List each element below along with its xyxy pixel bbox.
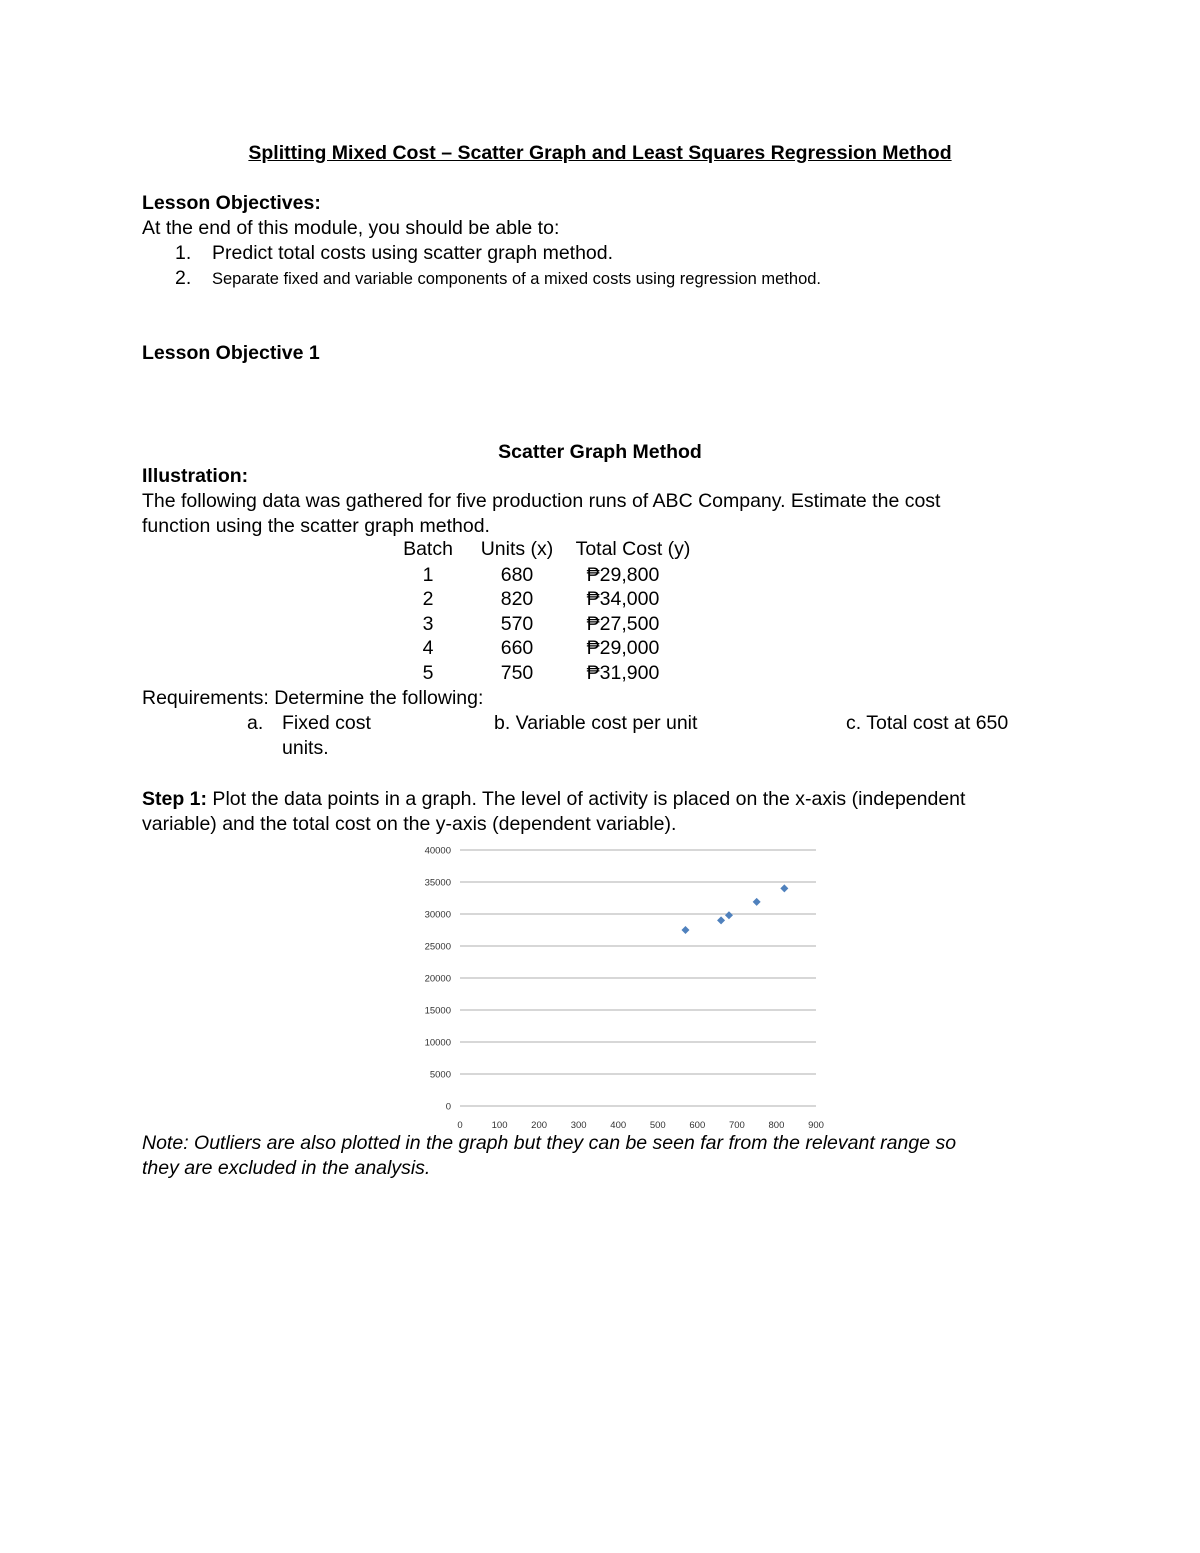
y-tick-label: 0 <box>445 1101 451 1113</box>
table-cell: 5 <box>422 662 434 684</box>
table-cell: 750 <box>500 662 534 684</box>
illustration-heading: Illustration: <box>142 465 249 487</box>
table-cell: ₱29,800 <box>586 564 660 586</box>
x-tick-label: 500 <box>649 1120 666 1131</box>
step1-text: variable) and the total cost on the y-axis (dependent variable). <box>142 813 677 835</box>
objective-number: 2. <box>175 267 192 289</box>
requirement-a: Fixed cost <box>282 712 371 734</box>
x-tick-label: 800 <box>768 1120 785 1131</box>
data-point <box>717 916 725 924</box>
data-point <box>753 898 761 906</box>
data-point <box>725 911 733 919</box>
objective1-heading: Lesson Objective 1 <box>142 342 320 364</box>
table-header: Total Cost (y) <box>575 538 691 560</box>
table-cell: 3 <box>422 613 434 635</box>
table-cell: 4 <box>422 637 434 659</box>
requirement-b: b. Variable cost per unit <box>494 712 698 734</box>
objective-item: Separate fixed and variable components of a mixed costs using regression method. <box>212 270 822 288</box>
table-cell: ₱34,000 <box>586 588 660 610</box>
table-cell: 680 <box>500 564 534 586</box>
x-tick-label: 100 <box>491 1120 508 1131</box>
x-tick-label: 400 <box>610 1120 627 1131</box>
objective-number: 1. <box>175 242 192 264</box>
x-tick-label: 700 <box>728 1120 745 1131</box>
step1-text: Plot the data points in a graph. The level of activity is placed on the x-axis (independent <box>207 788 966 810</box>
table-cell: 570 <box>500 613 534 635</box>
objectives-intro: At the end of this module, you should be able to: <box>142 217 560 239</box>
y-tick-label: 25000 <box>424 941 451 953</box>
requirement-c: c. Total cost at 650 <box>846 712 1009 734</box>
requirement-c-continued: units. <box>282 737 329 759</box>
objectives-heading: Lesson Objectives: <box>142 192 321 214</box>
requirements-line: Requirements: Determine the following: <box>142 687 484 709</box>
section-title: Scatter Graph Method <box>498 441 702 463</box>
table-cell: 2 <box>422 588 434 610</box>
table-header: Batch <box>403 538 453 560</box>
illustration-text: The following data was gathered for five production runs of ABC Company. Estimate the cost <box>142 490 941 512</box>
table-cell: ₱31,900 <box>586 662 660 684</box>
table-cell: 820 <box>500 588 534 610</box>
y-tick-label: 15000 <box>424 1005 451 1017</box>
scatter-chart <box>410 840 840 1135</box>
step1-label: Step 1: <box>142 788 208 810</box>
objective-item: Predict total costs using scatter graph method. <box>212 242 614 264</box>
document-title: Splitting Mixed Cost – Scatter Graph and Least Squares Regression Method <box>248 142 952 164</box>
note-text: they are excluded in the analysis. <box>142 1157 431 1179</box>
illustration-text: function using the scatter graph method. <box>142 515 490 537</box>
y-tick-label: 10000 <box>424 1037 451 1049</box>
y-tick-label: 5000 <box>429 1069 451 1081</box>
table-header: Units (x) <box>480 538 554 560</box>
table-cell: ₱29,000 <box>586 637 660 659</box>
step1-line <box>142 790 965 810</box>
table-cell: 660 <box>500 637 534 659</box>
x-tick-label: 0 <box>457 1120 463 1131</box>
x-tick-label: 200 <box>531 1120 548 1131</box>
x-tick-label: 600 <box>689 1120 706 1131</box>
x-tick-label: 900 <box>808 1120 824 1131</box>
data-point <box>780 884 788 892</box>
requirement-a-label: a. <box>247 712 264 734</box>
y-tick-label: 20000 <box>424 973 451 985</box>
y-tick-label: 35000 <box>424 877 451 889</box>
data-point <box>681 926 689 934</box>
x-tick-label: 300 <box>570 1120 587 1131</box>
y-tick-label: 40000 <box>424 845 451 857</box>
note-text: Note: Outliers are also plotted in the graph but they can be seen far from the relevant range so <box>142 1132 957 1154</box>
y-tick-label: 30000 <box>424 909 451 921</box>
table-cell: ₱27,500 <box>586 613 660 635</box>
table-cell: 1 <box>422 564 434 586</box>
